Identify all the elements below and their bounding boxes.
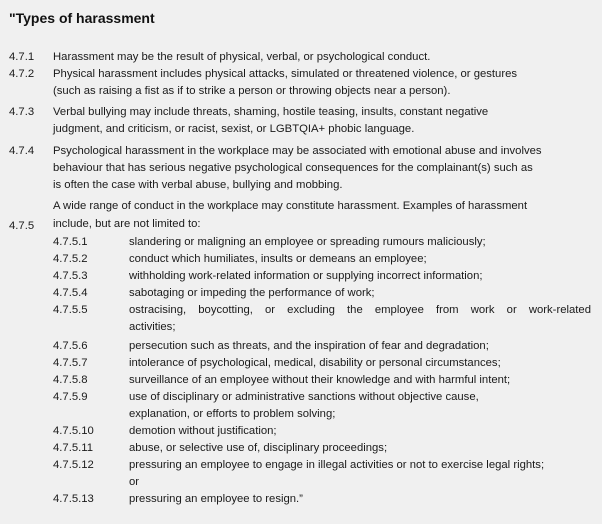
- section-text: Verbal bullying may include threats, shaming, hostile teasing, insults, constant negative: [53, 106, 489, 118]
- item-number: 4.7.5.12: [53, 459, 94, 471]
- item-number: 4.7.5.11: [53, 442, 93, 454]
- section-text: (such as raising a fist as if to strike a person or throwing objects near a person).: [53, 85, 451, 97]
- section-text: Psychological harassment in the workplace may be associated with emotional abuse and involves: [53, 145, 542, 157]
- item-text: demotion without justification;: [129, 425, 277, 437]
- item-text: or: [129, 476, 140, 488]
- item-text: persecution such as threats, and the inspiration of fear and degradation;: [129, 340, 489, 352]
- item-number: 4.7.5.4: [53, 287, 88, 299]
- item-text: explanation, or efforts to problem solving;: [129, 408, 336, 420]
- item-number: 4.7.5.7: [53, 357, 88, 369]
- item-text: slandering or maligning an employee or spreading rumours maliciously;: [129, 236, 486, 248]
- item-text: withholding work-related information or supplying incorrect information;: [129, 270, 483, 282]
- item-text: activities;: [129, 321, 176, 333]
- item-text: pressuring an employee to resign.”: [129, 493, 303, 505]
- item-text: pressuring an employee to engage in illegal activities or not to exercise legal rights;: [129, 459, 545, 471]
- item-text: conduct which humiliates, insults or demeans an employee;: [129, 253, 427, 265]
- item-text: ostracising, boycotting, or excluding the employee from work or work-related: [129, 304, 591, 316]
- section-text: A wide range of conduct in the workplace may constitute harassment. Examples of harassment: [53, 200, 528, 212]
- document-title: "Types of harassment: [9, 10, 155, 26]
- item-number: 4.7.5.8: [53, 374, 88, 386]
- item-text: intolerance of psychological, medical, disability or personal circumstances;: [129, 357, 501, 369]
- item-number: 4.7.5.1: [53, 236, 88, 248]
- item-number: 4.7.5.10: [53, 425, 94, 437]
- item-text: abuse, or selective use of, disciplinary proceedings;: [129, 442, 388, 454]
- item-number: 4.7.5.9: [53, 391, 88, 403]
- item-number: 4.7.5.3: [53, 270, 88, 282]
- section-text: judgment, and criticism, or racist, sexist, or LGBTQIA+ phobic language.: [53, 123, 415, 135]
- item-number: 4.7.5.6: [53, 340, 88, 352]
- section-number: 4.7.5: [9, 220, 35, 232]
- section-text: is often the case with verbal abuse, bullying and mobbing.: [53, 179, 343, 191]
- section-text: Harassment may be the result of physical, verbal, or psychological conduct.: [53, 51, 431, 63]
- section-number: 4.7.4: [9, 145, 35, 157]
- section-text: behaviour that has serious negative psychological consequences for the complainant(s) such as: [53, 162, 533, 174]
- section-number: 4.7.1: [9, 51, 35, 63]
- section-number: 4.7.3: [9, 106, 35, 118]
- section-text: Physical harassment includes physical attacks, simulated or threatened violence, or gestures: [53, 68, 518, 80]
- item-text: sabotaging or impeding the performance of work;: [129, 287, 375, 299]
- section-text: include, but are not limited to:: [53, 218, 201, 230]
- section-number: 4.7.2: [9, 68, 35, 80]
- item-text: use of disciplinary or administrative sanctions without objective cause,: [129, 391, 479, 403]
- item-number: 4.7.5.2: [53, 253, 88, 265]
- item-number: 4.7.5.13: [53, 493, 94, 505]
- item-number: 4.7.5.5: [53, 304, 88, 316]
- item-text: surveillance of an employee without their knowledge and with harmful intent;: [129, 374, 511, 386]
